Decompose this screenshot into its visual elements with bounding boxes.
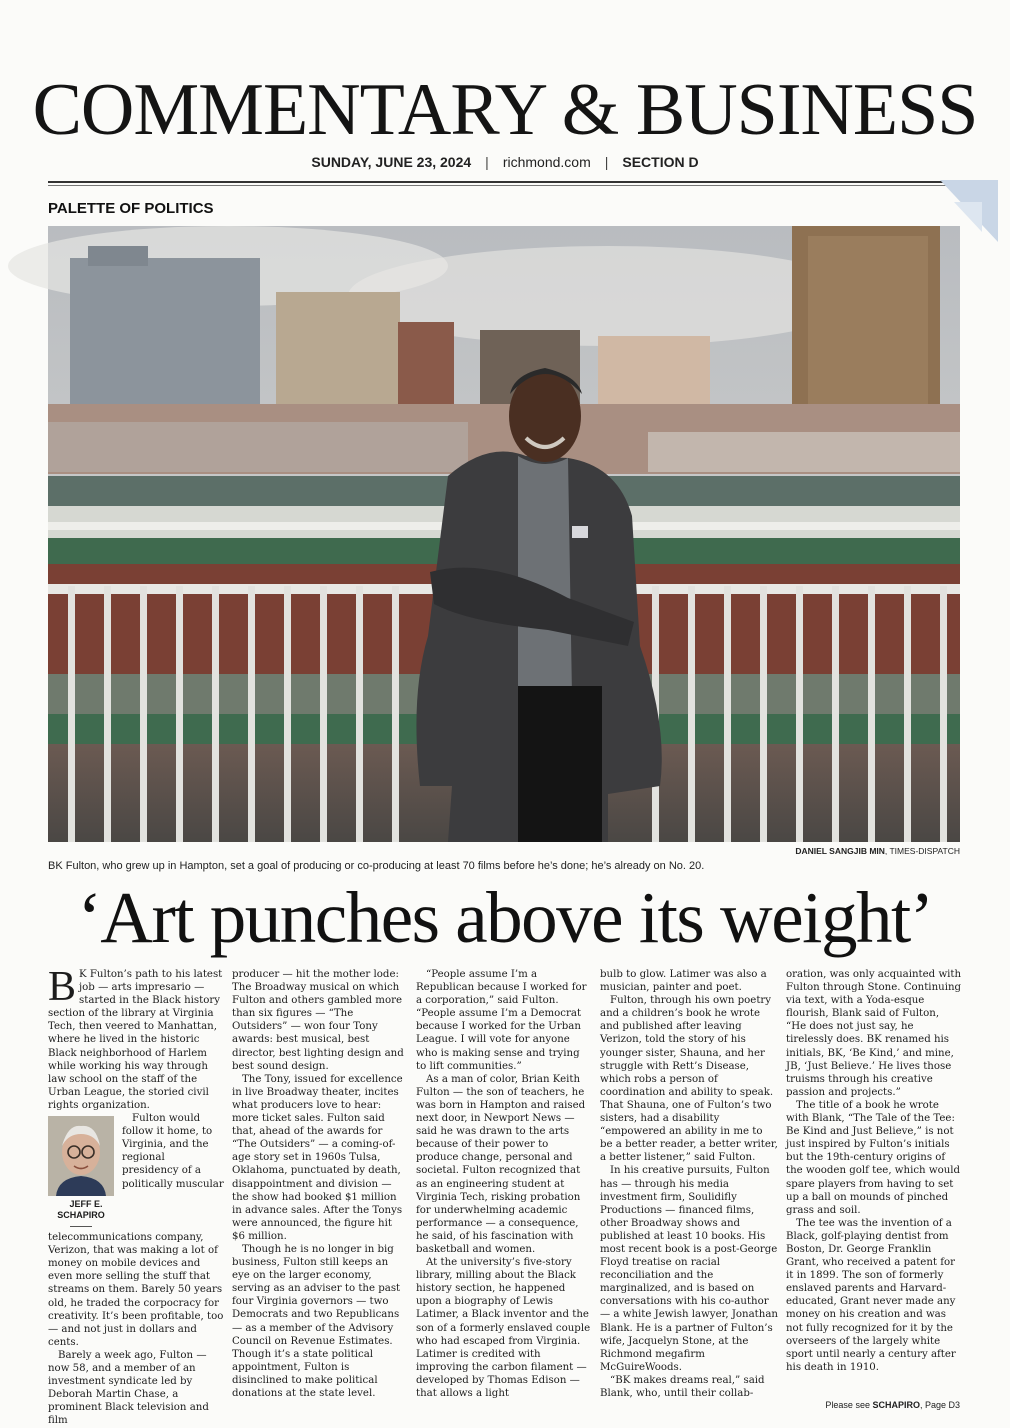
article-paragraph: The Tony, issued for excellence in live Broadway theater, incites what producers love to hear: more ticket sales. Fulton said that, ahead of the awards for “The Outsiders” — a coming-of-age story set in 1960s Tulsa, Oklahoma, punctuated by death, disappointment and division — the show had booked $1 million in advance sales. After the Tonys were announced, the figure hit $6 million. — [232, 1073, 403, 1242]
feature-photo-illustration — [48, 226, 960, 842]
article-paragraph: The title of a book he wrote with Blank, “The Tale of the Tee: Be Kind and Just Believe,” is not just inspired by Fulton’s initials but the 19th-century origins of the wooden golf tee, which would spare players from having to set up a ball on mounds of pinched grass and soil. — [786, 1099, 961, 1216]
article-paragraph: oration, was only acquainted with Fulton through Stone. Continuing via text, with a Yoda-esque flourish, Blank said of Fulton, “He does not just say, he tirelessly does. BK renamed his initials, BK, ‘Be Kind,’ and mine, JB, ‘Just Believe.’ He lives those truisms through his creative passion and projects.” — [786, 969, 962, 1098]
edition-date: SUNDAY, JUNE 23, 2024 — [311, 154, 472, 170]
site-link[interactable]: richmond.com — [502, 154, 591, 170]
columnist-mug — [48, 1116, 114, 1227]
article-column-4 — [600, 968, 778, 1413]
article-paragraph: JEFF E. SCHAPIRO Fulton would follow it home, to Virginia, and the regional presidency of a politically muscular telecommunications company, Verizon, that was making a lot of money on mobile devices and even more selling the stuff that streams on them. Barely 50 years old, he traded the corpocracy for creativity. It’s been profitable, too — and not just in dollars and cents. — [48, 1113, 224, 1348]
article-paragraph: producer — hit the mother lode: The Broadway musical on which Fulton and others gambled more than six figures — “The Outsiders” — won four Tony awards: best musical, best director, best lighting design and best sound design. — [232, 969, 404, 1072]
byline-rule — [70, 1226, 92, 1227]
dateline — [0, 154, 1010, 170]
article-paragraph: bulb to glow. Latimer was also a musician, painter and poet. — [600, 969, 767, 994]
lead-paragraph: B K Fulton’s path to his latest job — arts impresario — started in the Black history section of the library at Virginia Tech, then veered to Manhattan, where he lived in the historic Black neighborhood of Harlem while working his way through law school on the staff of the Urban League, the storied civil rights organization. — [48, 964, 223, 1111]
article-paragraph: In his creative pursuits, Fulton has — through his media investment firm, Soulidifly Productions — financed films, other Broadway shows and published at least 10 books. His most recent book is a post-George Floyd treatise on racial reconciliation and the marginalized, and is based on conversations with his co-author — a white Jewish lawyer, Jonathan Blank. He is a partner of Fulton’s wife, Jacquelyn Stone, at the Richmond megafirm McGuireWoods. — [600, 1165, 778, 1373]
feature-photo — [48, 226, 960, 842]
masthead-rule-thin — [48, 185, 960, 186]
byline: JEFF E. SCHAPIRO — [57, 1199, 105, 1221]
section-label: SECTION D — [622, 154, 699, 170]
article-column-5 — [786, 968, 962, 1413]
article-column-1 — [48, 964, 224, 1427]
photo-credit: DANIEL SANGJIB MIN, TIMES-DISPATCH — [795, 846, 960, 856]
article-paragraph: Though he is no longer in big business, Fulton still keeps an eye on the larger economy, serving as an adviser to the past four Virginia governors — two Democrats and two Republicans — as a member of the Advisory Council on Revenue Estimates. Though it’s a state political appointment, Fulton is disinclined to make political donations at the state level. — [232, 1243, 401, 1399]
article-paragraph: Fulton, through his own poetry and a children’s book he wrote and published after leaving Verizon, told the story of his younger sister, Shauna, and her struggle with Rett’s Disease, which robs a person of coordination and ability to speak. That Shauna, one of Fulton’s two sisters, had a disability “empowered an ability in me to be a better reader, a better writer, a better listener,” said Fulton. — [600, 995, 778, 1164]
article-paragraph: The tee was the invention of a Black, golf-playing dentist from Boston, Dr. George Franklin Grant, who received a patent for it in 1899. The son of formerly enslaved parents and Harvard-educated, Grant never made any money on his creation and was not fully recognized for it by the overseers of the largely white sport until nearly a century after his death in 1910. — [786, 1217, 956, 1373]
jump-line[interactable]: Please see SCHAPIRO, Page D3 — [825, 1400, 960, 1410]
article-paragraph: At the university’s five-story library, milling about the Black history section, he happened upon a biography of Lewis Latimer, a Black inventor and the son of a formerly enslaved couple who had escaped from Virginia. Latimer is credited with improving the carbon filament — developed by Thomas Edison — that allows a light — [416, 1257, 591, 1399]
kicker: PALETTE OF POLITICS — [48, 200, 214, 217]
masthead-rule — [48, 181, 960, 183]
section-masthead: COMMENTARY & BUSINESS — [32, 69, 978, 151]
drop-cap: B — [48, 964, 77, 1010]
columnist-photo — [48, 1116, 114, 1196]
dateline-separator: | — [485, 154, 489, 170]
article-column-3 — [416, 968, 592, 1413]
article-paragraph: Barely a week ago, Fulton — now 58, and a member of an investment syndicate led by Deborah Martin Chase, a prominent Black television and film — [48, 1349, 209, 1427]
article-paragraph: As a man of color, Brian Keith Fulton — the son of teachers, he was born in Hampton and raised next door, in Newport News — said he was drawn to the arts because of their power to produce change, personal and societal. Fulton recognized that as an engineering student at Virginia Tech, risking probation for underwhelming academic performance — a consequence, he said, of his fascination with basketball and women. — [416, 1073, 586, 1255]
photo-caption: BK Fulton, who grew up in Hampton, set a goal of producing or co-producing at least 70 films before he’s done; he’s already on No. 20. — [48, 860, 705, 872]
article-paragraph: “BK makes dreams real,” said Blank, who, until their collab- — [600, 1374, 765, 1399]
headline: ‘Art punches above its weight’ — [77, 877, 933, 958]
article-paragraph: “People assume I’m a Republican because I worked for a corporation,” said Fulton. “People assume I’m a Democrat because I worked for the Urban League. I will vote for anyone who is making sense and trying to lift communities.” — [416, 969, 587, 1072]
dateline-separator: | — [604, 154, 609, 170]
article-column-2 — [232, 968, 408, 1413]
